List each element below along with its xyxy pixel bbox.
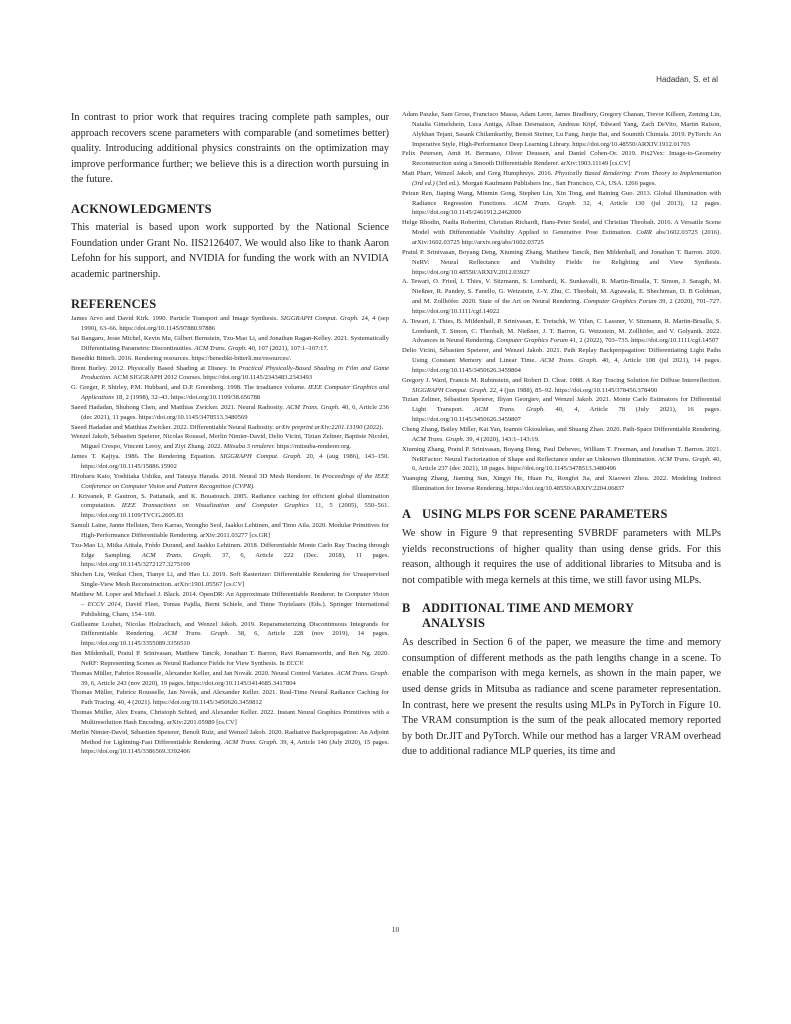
reference-it: ACM Trans. Graph. [336,669,389,677]
reference-entry [71,620,389,650]
reference-pre: Peiran Ren, Jiaping Wang, Minmin Gong, Stephen Lin, Xin Tong, and Baining Guo. 2013. Global Illumination with Radiance Regression Functions. [402,189,721,207]
reference-entry [71,669,389,689]
reference-entry [71,521,389,541]
reference-pre: Guillaume Loubet, Nicolas Holzschuch, and Wenzel Jakob. 2019. Reparameterizing Discontinuous Integrands for Differentiable Rendering. [71,620,389,638]
reference-entry [402,346,721,376]
reference-pre: Adam Paszke, Sam Gross, Francisco Massa, Adam Lerer, James Bradbury, Gregory Chanan, Trevor Killeen, Zeming Lin, Natalia Gimelshein, Luca Antiga, Alban Desmaison, Andreas Köpf, Edward Yang, Zach DeVito, Martin Raison, Alykhan Tejani, Sasank Chilamkurthy, Benoit Steiner, Lu Fang, Junjie Bai, and Soumith Chintala. 2019. PyTorch: An Imperative Style, High-Performance Deep Learning Library. https://doi.org/10.48550/ARXIV.1912.01703 [402,111,721,148]
reference-pre: Tizian Zeltner, Sébastien Speierer, Iliyan Georgiev, and Wenzel Jakob. 2021. Monte Carlo Estimators for Differential Light Transport. [402,396,721,414]
reference-it: Computer Graphics Forum [496,337,568,345]
reference-pre: Hiroharu Kato, Yoshitaka Ushiku, and Tatsuya Harada. 2018. Neural 3D Mesh Renderer. In [71,472,323,480]
reference-it: ACM Trans. Graph. [194,344,247,352]
reference-post: ACM SIGGRAPH 2012 Courses. https://doi.org/10.1145/2343483.2343493 [111,374,313,382]
reference-pre: J. Krivanek, P. Gautron, S. Pattanaik, and K. Bouatouch. 2005. Radiance caching for efficient global illumination computation. [71,492,389,510]
reference-pre: A. Tewari, O. Fried, J. Thies, V. Sitzmann, S. Lombardi, K. Sunkavalli, R. Martin-Brualla, T. Simon, J. Saragih, M. Nießner, R. Pandey, S. Fanello, G. Wetzstein, J.-Y. Zhu, C. Theobalt, M. Agrawala, E. Shechtman, D. B Goldman, and M. Zollhöfer. 2020. State of the Art on Neural Rendering. [402,278,721,306]
references-list-right [402,110,721,494]
reference-it: ECCV. [286,659,304,667]
reference-pre: Helge Rhodin, Nadia Robertini, Christian Richardt, Hans-Peter Seidel, and Christian Theobalt. 2016. A Versatile Scene Model with Differentiable Visibility Applied to Generative Pose Estimation. [402,219,721,237]
reference-post: 39, 2 (2020), 701–727. https://doi.org/10.1111/cgf.14022 [412,298,721,315]
references-list-left [71,314,389,757]
reference-entry [402,425,721,445]
acknowledgments-text: This material is based upon work supported by the National Science Foundation under Grant No. IIS2126407. We would also like to thank Aaron Lefohn for his support, and NVIDIA for funding the work with an NVIDIA academic partnership. [71,221,389,280]
reference-pre: Pratul P. Srinivasan, Boyang Deng, Xiuming Zhang, Matthew Tancik, Ben Mildenhall, and Jonathan T. Barron. 2020. NeRV: Neural Reflectance and Visibility Fields for Relighting and View Synthesis. https://doi.org/10.48550/ARXIV.2012.03927 [402,248,721,276]
reference-entry [402,376,721,396]
intro-paragraph: In contrast to prior work that requires tracing complete path samples, our approach recovers scene parameters with comparable (and sometimes better) quality. Introducing additional physics constraints on the optimization may improve performance further; we believe this is a direction worth pursuing in the future. [71,112,389,186]
reference-it: ACM Trans. Graph. [141,551,212,559]
reference-entry [402,395,721,425]
reference-it: arXiv preprint arXiv:2201.13190 [275,423,363,431]
reference-it: Proceedings of the IEEE Conference on Computer Vision and Pattern Recognition (CVPR). [81,472,390,490]
reference-pre: James T. Kajiya. 1986. The Rendering Equation. [71,453,221,461]
reference-post: 40, 107 (2021), 107:1–107:17. [246,344,329,352]
reference-pre: Samuli Laine, Janne Hellsten, Tero Karras, Yeongho Seol, Jaakko Lehtinen, and Timo Aila. 2020. Modular Primitives for High-Performance Differentiable Rendering. arXiv:2011.03277 [cs.GR] [71,522,389,539]
reference-entry [71,492,389,522]
reference-it: IEEE Computer Graphics and Applications [81,384,390,402]
reference-it: Practical Physically-Based Shading in Film and Game Production. [81,364,389,382]
reference-entry [402,474,721,494]
reference-pre: Wenzel Jakob, Sébastien Speierer, Nicolas Roussel, Merlin Nimier-David, Delio Vicini, Tizian Zeltner, Baptiste Nicolet, Miguel Crespo, Vincent Leroy, and Ziyi Zhang. 2022. [71,433,389,451]
reference-pre: Cheng Zhang, Bailey Miller, Kai Yan, Ioannis Gkioulekas, and Shuang Zhao. 2020. Path-Space Differentiable Rendering. [402,426,721,433]
reference-it: IEEE Transactions on Visualization and Computer Graphics [121,502,309,510]
reference-post: 40, 4, Article 78 (July 2021), 16 pages. https://doi.org/10.1145/3450626.3459807 [412,406,721,424]
appendix-b-text: As described in Section 6 of the paper, we measure the time and memory consumption of different methods as the path lengths change in a scene. To enable the comparison with mega kernels, as shown in the main paper, we used dense grids in Mitsuba as radiance and scene parameter representation. In contrast, here we present the results using MLPs in PyTorch in Figure 10. The VRAM consumption is the sum of the peak allocated memory reported by both Dr.JIT and PyTorch. While our method has a larger VRAM overhead due to additional radiance MLP queries, its time and [402,637,721,758]
reference-entry [402,445,721,475]
reference-entry [71,403,389,423]
appendix-a-title: USING MLPS FOR SCENE PARAMETERS [422,506,668,521]
reference-pre: Tzu-Mao Li, Miika Aittala, Frédo Durand, and Jaakko Lehtinen. 2018. Differentiable Monte Carlo Ray Tracing through Edge Sampling. [71,541,389,559]
reference-it: Physically Based Rendering: From Theory to Implementation (3rd ed.) [412,170,721,187]
reference-post: 40, 4, Article 108 (jul 2021), 14 pages. https://doi.org/10.1145/3450626.3459804 [412,357,721,374]
reference-entry [71,472,389,492]
reference-it: ACM Trans. Graph. [513,199,577,207]
reference-entry [402,218,721,248]
reference-entry [402,169,721,189]
reference-entry [71,432,389,452]
reference-pre: Saeed Hadadan, Shuhong Chen, and Matthias Zwicker. 2021. Neural Radiosity. [71,403,287,411]
reference-entry [71,688,389,708]
reference-entry [402,189,721,219]
appendix-b-title-line2: ANALYSIS [422,616,486,631]
reference-post: (3rd ed.). Morgan Kaufmann Publishers Inc., San Francisco, CA, USA. 1266 pages. [434,179,657,187]
reference-it: ACM Trans. Graph. [658,455,711,463]
reference-entry [71,364,389,384]
reference-pre: James Arvo and David Kirk. 1990. Particle Transport and Image Synthesis. [71,315,281,323]
reference-pre: Matt Pharr, Wenzel Jakob, and Greg Humphreys. 2016. [402,170,555,178]
reference-pre: Xiuming Zhang, Pratul P. Srinivasan, Boyang Deng, Paul Debevec, William T. Freeman, and Jonathan T. Barron. 2021. NeRFactor: Neural Factorization of Shape and Reflectance under an Unknown Illumination. [402,445,721,463]
reference-entry [71,649,389,669]
reference-it: CoRR [636,229,652,237]
left-column [71,110,389,757]
reference-pre: G. Greger, P. Shirley, P.M. Hubbard, and D.P. Greenberg. 1998. The irradiance volume. [71,384,308,392]
reference-entry [71,383,389,403]
reference-entry [71,423,389,433]
reference-post: 39, 4 (2020), 143:1–143:19. [464,435,540,443]
reference-pre: Thomas Müller, Fabrice Rousselle, Jan Novák, and Alexander Keller. 2021. Real-Time Neural Radiance Caching for Path Tracing. 40, 4 (2021). https://doi.org/10.1145/3450626.3459812 [71,689,389,707]
reference-it: SIGGRAPH Comput. Graph. [220,453,302,461]
reference-post: (2022). [362,423,384,431]
reference-pre: Felix Petersen, Amit H. Bermano, Oliver Deussen, and Daniel Cohen-Or. 2019. Pix2Vex: Image-to-Geometry Reconstruction using a Smooth Differentiable Renderer. arXiv:1903.11149 [cs.CV] [402,150,721,168]
right-column [402,110,721,760]
reference-post: 39, 6, Article 243 (nov 2020), 19 pages. https://doi.org/10.1145/3414685.3417804 [81,679,296,687]
reference-post: 32, 4, Article 130 (jul 2013), 12 pages. https://doi.org/10.1145/2461912.2462009 [412,199,721,217]
appendix-b-heading [402,601,721,631]
appendix-b-title-line1: ADDITIONAL TIME AND MEMORY [422,601,635,616]
reference-it: ACM Trans. Graph. [224,738,278,746]
reference-entry [71,590,389,620]
reference-pre: Sai Bangaru, Jesse Michel, Kevin Mu, Gilbert Bernstein, Tzu-Mao Li, and Jonathan Ragan-Kelley. 2021. Systematically Differentiating Parametric Discontinuities. [71,335,389,352]
reference-pre: Thomas Müller, Alex Evans, Christoph Schied, and Alexander Keller. 2022. Instant Neural Graphics Primitives with a Multiresolution Hash Encoding. arXiv:2201.05989 [cs.CV] [71,709,389,726]
reference-it: ACM Trans. Graph. [540,357,598,365]
reference-entry [71,354,389,364]
reference-entry [71,452,389,472]
reference-it: Mitsuba 3 renderer. [223,443,276,451]
reference-pre: Brent Burley. 2012. Physically Based Shading at Disney. In [71,364,239,372]
reference-post: 39, 4, Article 146 (July 2020), 15 pages. https://doi.org/10.1145/3386569.3392406 [81,738,390,756]
reference-post: abs/1602.03725 (2016). arXiv:1602.03725 http://arxiv.org/abs/1602.03725 [412,229,721,246]
reference-pre: Merlin Nimier-David, Sébastien Speierer, Benoît Ruiz, and Wenzel Jakob. 2020. Radiative Backpropagation: An Adjoint Method for Lightning-Fast Differentiable Rendering. [71,728,389,746]
reference-pre: Ben Mildenhall, Pratul P. Srinivasan, Matthew Tancik, Jonathan T. Barron, Ravi Ramamoorthi, and Ren Ng. 2020. NeRF: Representing Scenes as Neural Radiance Fields for View Synthesis. In [71,650,389,667]
reference-entry [71,708,389,728]
reference-pre: A. Tewari, J. Thies, B. Mildenhall, P. Srinivasan, E. Tretschk, W. Yifan, C. Lassner, V. Sitzmann, R. Martin-Brualla, S. Lombardi, T. Simon, C. Theobalt, M. Nießner, J. T. Barron, G. Wetzstein, M. Zollhöfer, and V. Golyanik. 2022. Advances in Neural Rendering. [402,317,721,345]
appendix-b-number: B [402,601,411,616]
reference-pre: Gregory J. Ward, Francis M. Rubinstein, and Robert D. Clear. 1988. A Ray Tracing Solution for Diffuse Interreflection. [402,376,721,384]
reference-it: ACM Trans. Graph. [163,630,230,638]
acknowledgments-heading: ACKNOWLEDGMENTS [71,201,212,216]
reference-post: 18, 2 (1998), 32–43. https://doi.org/10.1109/38.656788 [114,394,261,402]
page-number: 10 [391,925,400,934]
reference-pre: Shichen Liu, Weikai Chen, Tianye Li, and Hao Li. 2019. Soft Rasterizer: Differentiable Rendering for Unsupervised Single-View Mesh Reconstruction. arXiv:1901.05567 [cs.CV] [71,571,389,589]
appendix-a-text: We show in Figure 9 that representing SVBRDF parameters with MLPs yields reconstructions of higher quality than using dense grids. For this reason, although it requires the use of additional libraries to Mitsuba and is not compatible with mega kernels at this time, we still favor using MLPs. [402,527,721,586]
reference-it: SIGGRAPH Comput. Graph. [280,315,359,323]
reference-post: 20, 4 (aug 1986), 143–150. https://doi.org/10.1145/15886.15902 [81,453,389,470]
reference-post: 11, 5 (2005), 550–561. https://doi.org/10.1109/TVCG.2005.83 [81,502,390,520]
reference-entry [402,110,721,149]
reference-entry [71,541,389,571]
reference-pre: Benedikt Bitterli. 2016. Rendering resources. https://benedikt-bitterli.me/resources/. [71,354,292,362]
reference-entry [71,314,389,334]
reference-it: Computer Vision – ECCV 2014, [81,590,390,608]
reference-entry [402,317,721,347]
reference-pre: Matthew M. Loper and Michael J. Black. 2014. OpenDR: An Approximate Differentiable Renderer. In [71,590,345,598]
reference-post: 24, 4 (sep 1990), 63–66. https://doi.org/10.1145/97880.97886 [81,315,389,333]
reference-post: 41, 2 (2022), 703–735. https://doi.org/10.1111/cgf.14507 [567,337,719,345]
reference-it: ACM Trans. Graph. [412,435,465,443]
reference-pre: Thomas Müller, Fabrice Rousselle, Alexander Keller, and Jan Novák. 2020. Neural Control Variates. [71,669,337,677]
reference-it: ACM Trans. Graph. [286,403,340,411]
reference-pre: Saeed Hadadan and Matthias Zwicker. 2022. Differentiable Neural Radiosity. [71,423,276,431]
reference-pre: Yuanqing Zhang, Jiaming Sun, Xingyi He, Huan Fu, Rongfei Jia, and Xiaowei Zhou. 2022. Modeling Indirect Illumination for Inverse Rendering. https://doi.org/10.48550/ARXIV.2204.06837 [402,475,721,493]
reference-post: 22, 4 (jun 1988), 85–92. https://doi.org/10.1145/378456.378490 [488,386,658,394]
appendix-a-number: A [402,506,412,521]
reference-it: Computer Graphics Forum [583,298,657,306]
references-heading: REFERENCES [71,297,157,312]
appendix-a-heading [402,507,721,522]
reference-entry [71,334,389,354]
reference-post: https://mitsuba-renderer.org. [275,443,352,451]
running-head: Hadadan, S. et al [656,75,718,84]
reference-entry [402,248,721,278]
reference-entry [402,277,721,316]
reference-post: 40, 6, Article 236 (dec 2021), 11 pages. https://doi.org/10.1145/3478513.3480569 [81,403,389,421]
reference-entry [402,149,721,169]
reference-post: David Fleet, Tomas Pajdla, Bernt Schiele, and Tinne Tuytelaars (Eds.). Springer International Publishing, Cham, 154–169. [81,600,389,618]
reference-post: 37, 6, Article 222 (Dec. 2018), 11 pages. https://doi.org/10.1145/3272127.3275109 [81,551,389,569]
reference-post: 40, 6, Article 237 (dec 2021), 18 pages. https://doi.org/10.1145/3478513.3480496 [412,455,721,473]
reference-it: SIGGRAPH Comput. Graph. [412,386,489,394]
reference-entry [71,728,389,758]
reference-pre: Delio Vicini, Sébastien Speierer, and Wenzel Jakob. 2021. Path Replay Backpropagation: Differentiating Light Paths Using Constant Memory and Linear Time. [402,347,721,365]
reference-post: 38, 6, Article 228 (nov 2019), 14 pages. https://doi.org/10.1145/3355089.3356510 [81,630,389,648]
reference-it: ACM Trans. Graph. [474,406,545,414]
reference-entry [71,570,389,590]
